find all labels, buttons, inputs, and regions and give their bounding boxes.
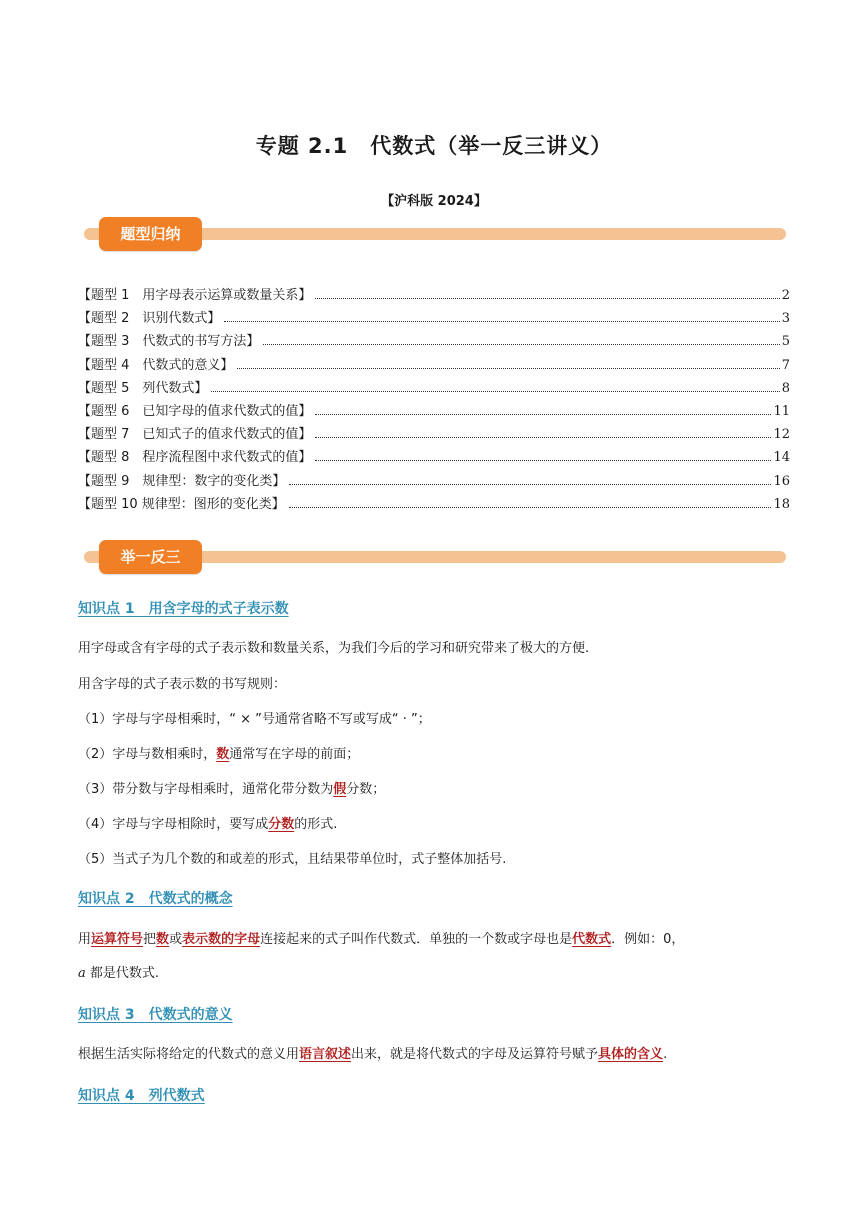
highlight-term: 假	[333, 782, 347, 797]
text-span: 或	[169, 932, 183, 947]
toc-page-number: 2	[781, 288, 790, 303]
text-span: 用	[78, 932, 92, 947]
toc-leader	[289, 506, 772, 508]
toc-row[interactable]	[78, 446, 790, 469]
section-tab-summary: 题型归纳	[99, 217, 202, 251]
toc-label: 【题型 10 规律型：图形的变化类】	[78, 496, 285, 512]
kp1-rule-2	[78, 743, 790, 762]
toc-leader	[211, 390, 779, 392]
toc-label: 【题型 9 规律型：数字的变化类】	[78, 473, 286, 489]
kp1-paragraph: 用字母或含有字母的式子表示数和数量关系，为我们今后的学习和研究带来了极大的方便.	[78, 641, 590, 656]
highlight-term: 运算符号	[91, 932, 144, 947]
section-tab-practice: 举一反三	[99, 540, 202, 574]
toc-leader	[315, 459, 771, 461]
text-span: （2）字母与数相乘时，	[78, 747, 217, 762]
kp1-rule-1: （1）字母与字母相乘时，“ × ”号通常省略不写或写成“ · ”；	[78, 712, 431, 727]
toc-page-number: 5	[781, 334, 790, 350]
table-of-contents	[78, 284, 790, 516]
kp1-heading: 知识点 1 用含字母的式子表示数	[78, 601, 289, 617]
text-span: 连接起来的式子叫作代数式．单独的一个数或字母也是	[260, 932, 573, 947]
toc-leader	[224, 320, 779, 322]
toc-row[interactable]	[78, 470, 790, 493]
edition-subtitle: 【沪科版 2024】	[381, 194, 487, 209]
toc-page-number: 12	[773, 427, 790, 443]
highlight-term: 数	[156, 932, 170, 947]
toc-row[interactable]	[78, 377, 790, 400]
toc-page-number: 7	[781, 357, 790, 373]
toc-label: 【题型 8 程序流程图中求代数式的值】	[78, 450, 312, 466]
kp3-heading: 知识点 3 代数式的意义	[78, 1007, 233, 1023]
kp2-paragraph-line2	[78, 962, 790, 981]
text-span: 把	[143, 932, 157, 947]
toc-label: 【题型 3 代数式的书写方法】	[78, 334, 260, 350]
highlight-term: 语言叙述	[299, 1047, 352, 1062]
toc-page-number: 18	[773, 496, 790, 512]
toc-row[interactable]	[78, 307, 790, 330]
text-span: 的形式.	[294, 817, 338, 832]
kp1-rules-intro: 用含字母的式子表示数的书写规则：	[78, 677, 287, 692]
toc-leader	[315, 297, 779, 299]
kp4-heading: 知识点 4 列代数式	[78, 1088, 205, 1104]
kp2-heading: 知识点 2 代数式的概念	[78, 891, 233, 907]
toc-row[interactable]	[78, 493, 790, 516]
kp1-rule-5: （5）当式子为几个数的和或差的形式，且结果带单位时，式子整体加括号.	[78, 852, 507, 867]
kp3-paragraph	[78, 1043, 790, 1062]
text-span: （4）字母与字母相除时，要写成	[78, 817, 269, 832]
toc-label: 【题型 2 识别代数式】	[78, 311, 221, 327]
text-span: 出来，就是将代数式的字母及运算符号赋予	[351, 1047, 599, 1062]
toc-label: 【题型 7 已知式子的值求代数式的值】	[78, 427, 312, 443]
math-variable: a	[78, 966, 86, 981]
toc-row[interactable]	[78, 354, 790, 377]
text-span: 通常写在字母的前面；	[229, 747, 360, 762]
text-span: .	[663, 1047, 668, 1062]
toc-leader	[263, 343, 779, 345]
kp2-paragraph-line1	[78, 928, 790, 947]
toc-page-number: 8	[781, 380, 790, 396]
toc-label: 【题型 4 代数式的意义】	[78, 357, 234, 373]
toc-leader	[315, 436, 771, 438]
toc-row[interactable]	[78, 400, 790, 423]
text-span: 分数；	[346, 782, 386, 797]
toc-row[interactable]	[78, 423, 790, 446]
kp1-rule-3	[78, 778, 790, 797]
toc-page-number: 16	[773, 473, 790, 489]
toc-leader	[237, 367, 779, 369]
highlight-term: 数	[216, 747, 230, 762]
text-span: 都是代数式.	[85, 966, 160, 981]
toc-row[interactable]	[78, 284, 790, 307]
kp1-rule-4	[78, 813, 790, 832]
page-title: 专题 2.1 代数式（举一反三讲义）	[255, 134, 613, 158]
toc-page-number: 11	[773, 403, 790, 419]
toc-label: 【题型 5 列代数式】	[78, 380, 208, 396]
highlight-term: 表示数的字母	[182, 932, 261, 947]
toc-label: 【题型 1 用字母表示运算或数量关系】	[78, 288, 312, 303]
toc-row[interactable]	[78, 330, 790, 353]
text-span: 根据生活实际将给定的代数式的意义用	[78, 1047, 300, 1062]
text-span: ．例如：0，	[611, 932, 685, 947]
highlight-term: 代数式	[572, 932, 612, 947]
toc-page-number: 14	[773, 450, 790, 466]
toc-leader	[315, 413, 771, 415]
toc-leader	[289, 483, 771, 485]
highlight-term: 具体的含义	[598, 1047, 664, 1062]
highlight-term: 分数	[268, 817, 295, 832]
toc-label: 【题型 6 已知字母的值求代数式的值】	[78, 403, 312, 419]
toc-page-number: 3	[781, 311, 790, 327]
text-span: （3）带分数与字母相乘时，通常化带分数为	[78, 782, 334, 797]
